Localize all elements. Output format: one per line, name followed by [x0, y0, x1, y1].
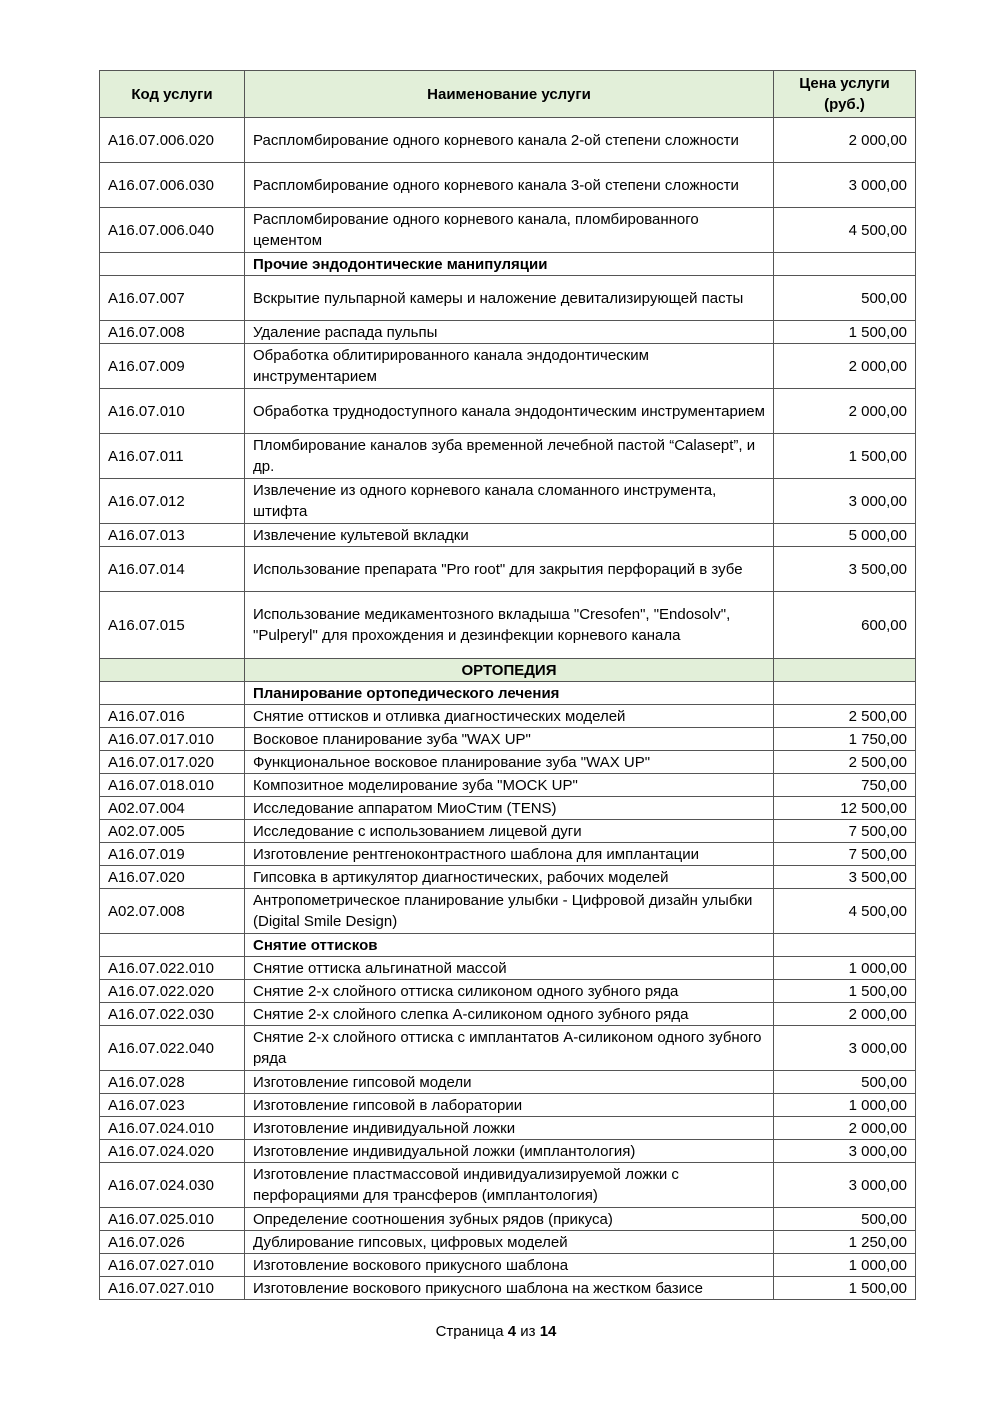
service-code: A16.07.022.010 — [100, 957, 245, 980]
service-price: 1 500,00 — [774, 321, 916, 344]
service-price: 500,00 — [774, 1208, 916, 1231]
service-code: A16.07.013 — [100, 524, 245, 547]
section-row — [100, 659, 916, 682]
service-price: 2 000,00 — [774, 1117, 916, 1140]
service-name: Композитное моделирование зуба "MOCK UP" — [245, 774, 774, 797]
service-name: Использование медикаментозного вкладыша "Cresofen", "Endosolv", "Pulperyl" для прохождения и дезинфекции корневого канала — [245, 592, 774, 659]
service-price: 1 000,00 — [774, 957, 916, 980]
table-row — [100, 344, 916, 389]
service-code: A16.07.028 — [100, 1071, 245, 1094]
section-empty-code — [100, 659, 245, 682]
service-name: Изготовление индивидуальной ложки — [245, 1117, 774, 1140]
table-row — [100, 163, 916, 208]
table-header-row — [100, 71, 916, 118]
service-name: Снятие 2-х слойного оттиска силиконом одного зубного ряда — [245, 980, 774, 1003]
table-row — [100, 797, 916, 820]
service-price: 1 000,00 — [774, 1254, 916, 1277]
service-name: Исследование с использованием лицевой дуги — [245, 820, 774, 843]
service-price: 5 000,00 — [774, 524, 916, 547]
footer-total-pages: 14 — [539, 1323, 557, 1340]
service-name: Антропометрическое планирование улыбки - Цифровой дизайн улыбки (Digital Smile Design) — [245, 889, 774, 934]
service-name: Изготовление воскового прикусного шаблона — [245, 1254, 774, 1277]
service-price: 1 000,00 — [774, 1094, 916, 1117]
service-price: 1 250,00 — [774, 1231, 916, 1254]
table-row — [100, 1003, 916, 1026]
service-code: A16.07.009 — [100, 344, 245, 389]
service-name: Снятие 2-х слойного оттиска с имплантатов А-силиконом одного зубного ряда — [245, 1026, 774, 1071]
service-name: Распломбирование одного корневого канала, пломбированного цементом — [245, 208, 774, 253]
table-row — [100, 1254, 916, 1277]
service-price: 1 500,00 — [774, 434, 916, 479]
service-name: Снятие 2-х слойного слепка А-силиконом одного зубного ряда — [245, 1003, 774, 1026]
table-row — [100, 547, 916, 592]
table-row — [100, 728, 916, 751]
table-row — [100, 524, 916, 547]
service-code: A16.07.024.020 — [100, 1140, 245, 1163]
table-row — [100, 276, 916, 321]
table-row — [100, 118, 916, 163]
service-name: Распломбирование одного корневого канала 3-ой степени сложности — [245, 163, 774, 208]
table-row — [100, 820, 916, 843]
service-code: A16.07.025.010 — [100, 1208, 245, 1231]
service-price: 1 750,00 — [774, 728, 916, 751]
service-code: A16.07.014 — [100, 547, 245, 592]
subsection-empty-code — [100, 682, 245, 705]
table-body — [100, 118, 916, 1300]
service-code: A16.07.006.030 — [100, 163, 245, 208]
service-code: A16.07.022.040 — [100, 1026, 245, 1071]
subsection-empty-price — [774, 253, 916, 276]
service-name: Удаление распада пульпы — [245, 321, 774, 344]
service-code: A16.07.027.010 — [100, 1277, 245, 1300]
service-price: 7 500,00 — [774, 820, 916, 843]
service-code: A16.07.006.040 — [100, 208, 245, 253]
table-row — [100, 1277, 916, 1300]
service-price: 3 000,00 — [774, 1163, 916, 1208]
table-row — [100, 321, 916, 344]
service-price: 1 500,00 — [774, 1277, 916, 1300]
table-row — [100, 1163, 916, 1208]
service-code: A16.07.019 — [100, 843, 245, 866]
service-name: Изготовление воскового прикусного шаблона на жестком базисе — [245, 1277, 774, 1300]
footer-of-word: из — [520, 1323, 536, 1340]
service-price: 2 000,00 — [774, 344, 916, 389]
service-name: Исследование аппаратом МиоСтим (TENS) — [245, 797, 774, 820]
service-name: Распломбирование одного корневого канала 2-ой степени сложности — [245, 118, 774, 163]
table-row — [100, 705, 916, 728]
service-name: Обработка облитирированного канала эндодонтическим инструментарием — [245, 344, 774, 389]
table-row — [100, 957, 916, 980]
service-price: 3 000,00 — [774, 1140, 916, 1163]
subsection-empty-price — [774, 682, 916, 705]
table-row — [100, 208, 916, 253]
subsection-empty-code — [100, 934, 245, 957]
service-code: A02.07.008 — [100, 889, 245, 934]
service-code: A16.07.018.010 — [100, 774, 245, 797]
service-name: Изготовление индивидуальной ложки (имплантология) — [245, 1140, 774, 1163]
service-code: A16.07.027.010 — [100, 1254, 245, 1277]
table-row — [100, 1117, 916, 1140]
subsection-empty-price — [774, 934, 916, 957]
service-code: A16.07.017.010 — [100, 728, 245, 751]
page-footer — [0, 1323, 992, 1340]
service-price: 2 500,00 — [774, 705, 916, 728]
service-code: A16.07.010 — [100, 389, 245, 434]
service-name: Снятие оттиска альгинатной массой — [245, 957, 774, 980]
subsection-row — [100, 253, 916, 276]
table-row — [100, 889, 916, 934]
service-code: A16.07.023 — [100, 1094, 245, 1117]
header-price: Цена услуги (руб.) — [774, 71, 916, 118]
service-name: Использование препарата "Pro root" для закрытия перфораций в зубе — [245, 547, 774, 592]
subsection-title: Прочие эндодонтические манипуляции — [245, 253, 774, 276]
table-row — [100, 1140, 916, 1163]
service-price: 1 500,00 — [774, 980, 916, 1003]
service-name: Изготовление гипсовой в лаборатории — [245, 1094, 774, 1117]
service-code: A16.07.012 — [100, 479, 245, 524]
table-row — [100, 774, 916, 797]
table-row — [100, 1208, 916, 1231]
header-name: Наименование услуги — [245, 71, 774, 118]
price-table — [99, 70, 916, 1300]
service-code: A16.07.006.020 — [100, 118, 245, 163]
service-code: A16.07.024.010 — [100, 1117, 245, 1140]
service-code: A16.07.022.020 — [100, 980, 245, 1003]
section-title: ОРТОПЕДИЯ — [245, 659, 774, 682]
service-code: A02.07.004 — [100, 797, 245, 820]
subsection-row — [100, 682, 916, 705]
service-name: Обработка труднодоступного канала эндодонтическим инструментарием — [245, 389, 774, 434]
footer-current-page: 4 — [507, 1323, 517, 1340]
table-row — [100, 980, 916, 1003]
table-row — [100, 1094, 916, 1117]
table-row — [100, 479, 916, 524]
service-price: 500,00 — [774, 1071, 916, 1094]
service-price: 3 000,00 — [774, 1026, 916, 1071]
service-code: A16.07.026 — [100, 1231, 245, 1254]
service-code: A16.07.016 — [100, 705, 245, 728]
service-price: 2 000,00 — [774, 118, 916, 163]
service-price: 12 500,00 — [774, 797, 916, 820]
service-name: Дублирование гипсовых, цифровых моделей — [245, 1231, 774, 1254]
service-name: Изготовление гипсовой модели — [245, 1071, 774, 1094]
service-price: 7 500,00 — [774, 843, 916, 866]
service-price: 3 500,00 — [774, 866, 916, 889]
table-row — [100, 1231, 916, 1254]
service-name: Определение соотношения зубных рядов (прикуса) — [245, 1208, 774, 1231]
service-price: 4 500,00 — [774, 889, 916, 934]
subsection-title: Снятие оттисков — [245, 934, 774, 957]
service-price: 2 000,00 — [774, 1003, 916, 1026]
service-code: A16.07.011 — [100, 434, 245, 479]
footer-page-word: Страница — [435, 1323, 504, 1340]
service-price: 500,00 — [774, 276, 916, 321]
table-row — [100, 843, 916, 866]
service-code: A16.07.017.020 — [100, 751, 245, 774]
service-name: Вскрытие пульпарной камеры и наложение девитализирующей пасты — [245, 276, 774, 321]
table-row — [100, 434, 916, 479]
service-name: Функциональное восковое планирование зуба "WAX UP" — [245, 751, 774, 774]
service-price: 750,00 — [774, 774, 916, 797]
service-name: Восковое планирование зуба "WAX UP" — [245, 728, 774, 751]
subsection-empty-code — [100, 253, 245, 276]
service-code: A16.07.008 — [100, 321, 245, 344]
table-row — [100, 1071, 916, 1094]
service-price: 600,00 — [774, 592, 916, 659]
subsection-title: Планирование ортопедического лечения — [245, 682, 774, 705]
service-price: 3 500,00 — [774, 547, 916, 592]
service-name: Пломбирование каналов зуба временной лечебной пастой “Calasept”, и др. — [245, 434, 774, 479]
service-price: 2 000,00 — [774, 389, 916, 434]
service-code: A16.07.022.030 — [100, 1003, 245, 1026]
service-code: A16.07.015 — [100, 592, 245, 659]
table-row — [100, 866, 916, 889]
service-name: Изготовление рентгеноконтрастного шаблона для имплантации — [245, 843, 774, 866]
service-code: A16.07.007 — [100, 276, 245, 321]
table-row — [100, 592, 916, 659]
section-empty-price — [774, 659, 916, 682]
service-code: A02.07.005 — [100, 820, 245, 843]
service-name: Извлечение культевой вкладки — [245, 524, 774, 547]
service-name: Гипсовка в артикулятор диагностических, рабочих моделей — [245, 866, 774, 889]
service-code: A16.07.024.030 — [100, 1163, 245, 1208]
service-name: Извлечение из одного корневого канала сломанного инструмента, штифта — [245, 479, 774, 524]
service-price: 2 500,00 — [774, 751, 916, 774]
service-price: 4 500,00 — [774, 208, 916, 253]
table-row — [100, 389, 916, 434]
service-price: 3 000,00 — [774, 163, 916, 208]
service-name: Снятие оттисков и отливка диагностических моделей — [245, 705, 774, 728]
table-row — [100, 1026, 916, 1071]
subsection-row — [100, 934, 916, 957]
header-code: Код услуги — [100, 71, 245, 118]
service-name: Изготовление пластмассовой индивидуализируемой ложки с перфорациями для трансферов (имплантология) — [245, 1163, 774, 1208]
service-price: 3 000,00 — [774, 479, 916, 524]
table-row — [100, 751, 916, 774]
service-code: A16.07.020 — [100, 866, 245, 889]
